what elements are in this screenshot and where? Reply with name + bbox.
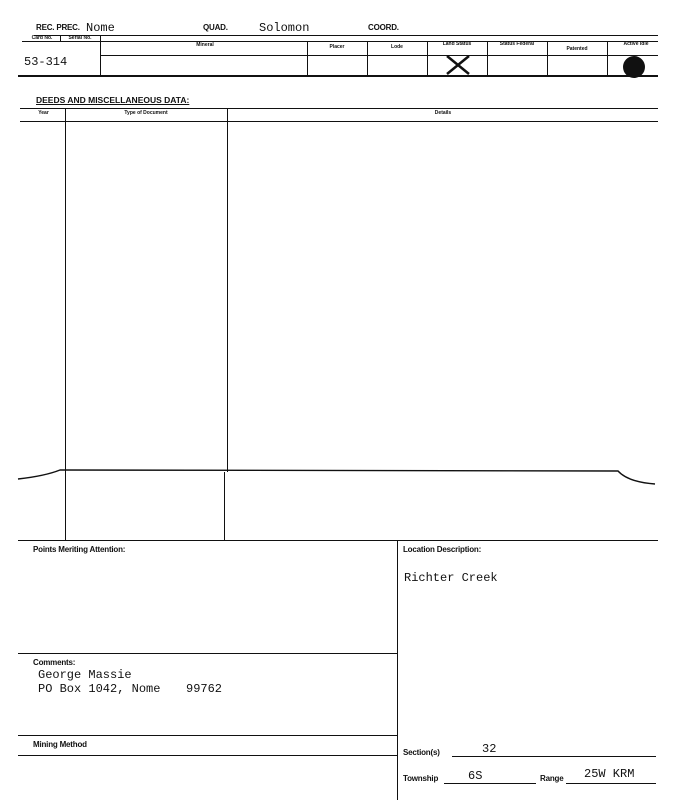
location-description-label: Location Description:	[403, 545, 482, 554]
deeds-col-year: Year	[38, 110, 49, 116]
col-status-federal: Status Federal	[499, 41, 535, 47]
comments-label: Comments:	[33, 658, 76, 667]
active-idle-filled-dot	[623, 56, 645, 78]
col-placer: Placer	[329, 44, 345, 50]
col-lode: Lode	[391, 44, 403, 50]
comments-zip: 99762	[186, 682, 223, 696]
township-label: Township	[403, 774, 439, 783]
comments-address: PO Box 1042, Nome	[38, 682, 161, 696]
deeds-col-details: Details	[434, 110, 452, 116]
rec-prec-value: Nome	[86, 21, 115, 35]
location-description-value: Richter Creek	[404, 571, 498, 585]
township-value: 6S	[468, 769, 483, 783]
col-active-idle: Active Idle	[623, 41, 649, 47]
col-patented: Patented	[566, 46, 588, 52]
card-number-value: 53-314	[24, 55, 68, 69]
land-status-x-mark	[444, 54, 472, 76]
quad-label: QUAD.	[203, 23, 228, 32]
quad-value: Solomon	[259, 21, 310, 35]
mining-method-label: Mining Method	[33, 740, 87, 749]
col-land-status: Land Status	[442, 41, 472, 47]
sections-label: Section(s)	[403, 748, 440, 757]
deeds-col-type: Type of Document	[124, 110, 168, 116]
points-meriting-attention-label: Points Meriting Attention:	[33, 545, 126, 554]
rec-prec-label: REC. PREC.	[36, 23, 80, 32]
comments-line-1: George Massie	[38, 668, 132, 682]
fold-crease-line	[0, 462, 678, 492]
range-value: 25W KRM	[584, 767, 635, 781]
col-mineral: Mineral	[196, 42, 214, 48]
sections-value: 32	[482, 742, 497, 756]
col-serial-no: Serial No.	[68, 35, 92, 41]
range-label: Range	[540, 774, 564, 783]
col-card-no: Card No.	[31, 35, 53, 41]
coord-label: COORD.	[368, 23, 399, 32]
deeds-title: DEEDS AND MISCELLANEOUS DATA:	[36, 95, 190, 105]
